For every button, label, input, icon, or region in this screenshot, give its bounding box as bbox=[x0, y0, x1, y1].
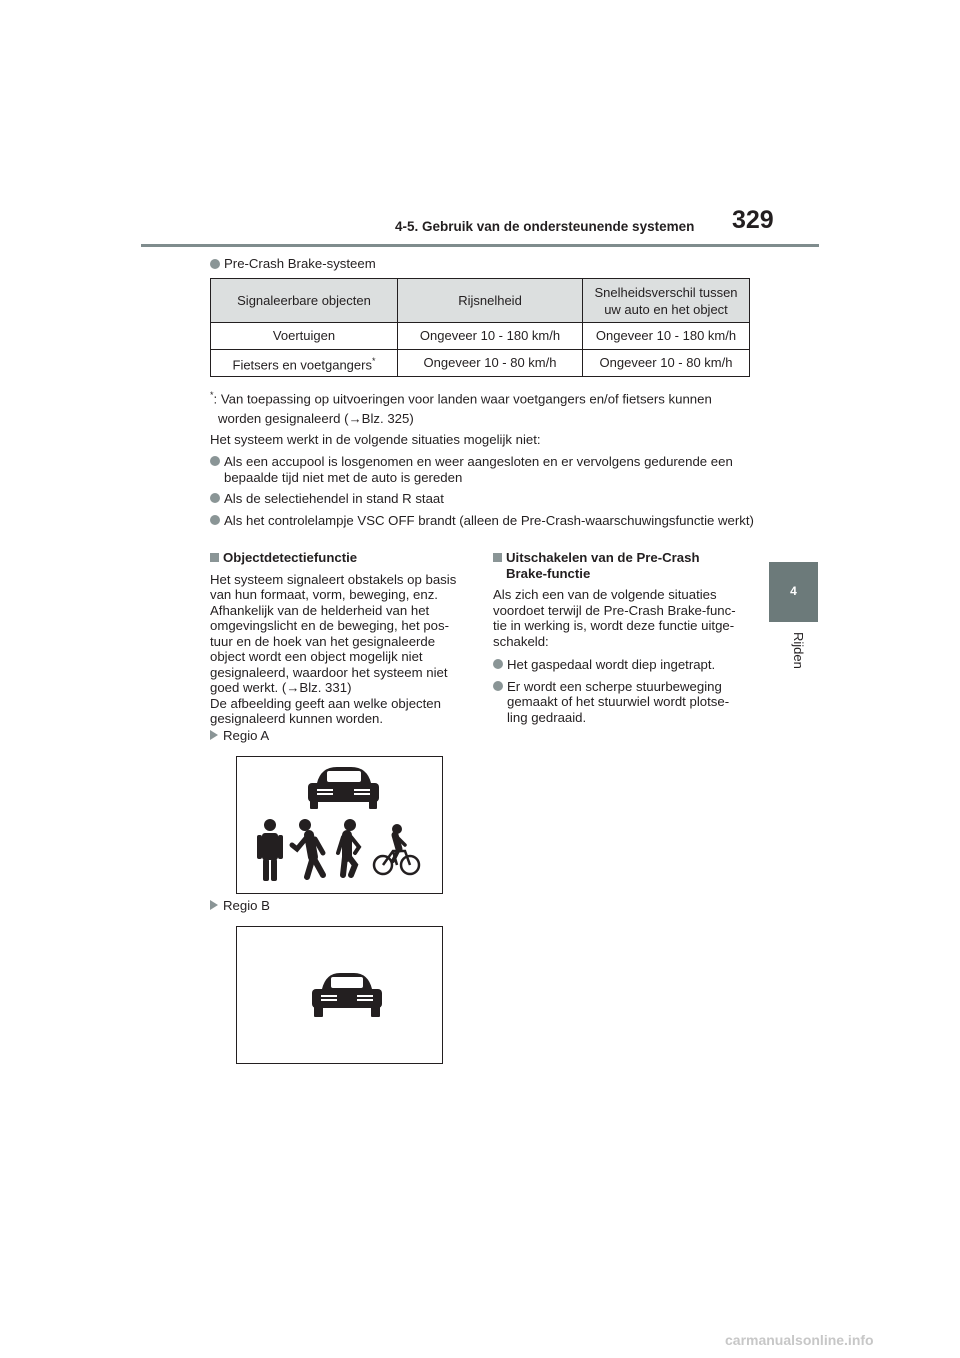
table-cell: Ongeveer 10 - 80 km/h bbox=[398, 350, 583, 377]
detection-table bbox=[210, 278, 750, 377]
region-b-figure bbox=[236, 926, 443, 1064]
region-a-label: Regio A bbox=[210, 728, 269, 744]
bullet-icon bbox=[493, 659, 503, 669]
table-header: Rijsnelheid bbox=[398, 279, 583, 323]
list-item: Het gaspedaal wordt diep ingetrapt. bbox=[493, 657, 758, 673]
section-body: Het systeem signaleert obstakels op basis van hun formaat, vorm, beweging, enz. Afhankelijk van de helderheid van het omgevingslicht en de beweging, het pos- tuur en de hoek van het gesignaleerde object wordt een object mogelijk niet gesignaleerd, waardoor het systeem niet goed werkt. (→Blz. 331) De afbeelding geeft aan welke objecten gesignaleerd kunnen worden. bbox=[210, 571, 457, 726]
region-a-figure bbox=[236, 756, 443, 894]
car-icon bbox=[312, 973, 382, 1017]
footnote-marker: * bbox=[371, 355, 376, 366]
square-bullet-icon bbox=[493, 553, 502, 562]
square-bullet-icon bbox=[210, 553, 219, 562]
triangle-bullet-icon bbox=[210, 900, 218, 910]
table-cell: Ongeveer 10 - 180 km/h bbox=[583, 323, 750, 350]
section-heading: Objectdetectiefunctie bbox=[223, 550, 358, 565]
table-row bbox=[211, 323, 750, 350]
table-row bbox=[211, 350, 750, 377]
conditions-list bbox=[210, 454, 755, 528]
table-cell: Voertuigen bbox=[211, 323, 398, 350]
page-number: 329 bbox=[732, 206, 774, 234]
bullet-icon bbox=[210, 259, 220, 269]
table-cell: Ongeveer 10 - 180 km/h bbox=[398, 323, 583, 350]
table-header: Signaleerbare objecten bbox=[211, 279, 398, 323]
section-title: 4-5. Gebruik van de ondersteunende systemen bbox=[395, 219, 695, 234]
table-header-row bbox=[211, 279, 750, 323]
list-item: Als het controlelampje VSC OFF brandt (alleen de Pre-Crash-waarschuwingsfunctie werkt) bbox=[210, 513, 755, 529]
object-detection-section bbox=[210, 550, 475, 727]
triangle-bullet-icon bbox=[210, 730, 218, 740]
chapter-number: 4 bbox=[790, 584, 797, 598]
list-item: Er wordt een scherpe stuurbeweging gemaakt of het stuurwiel wordt plotse- ling gedraaid. bbox=[493, 679, 758, 726]
table-cell: Ongeveer 10 - 80 km/h bbox=[583, 350, 750, 377]
watermark: carmanualsonline.info bbox=[725, 1332, 874, 1348]
car-icon bbox=[308, 767, 379, 809]
region-b-label: Regio B bbox=[210, 898, 270, 914]
table-header: Snelheidsverschil tussen uw auto en het object bbox=[583, 279, 750, 323]
intro-text: Het systeem werkt in de volgende situaties mogelijk niet: bbox=[210, 432, 541, 447]
section-body: Als zich een van de volgende situaties voordoet terwijl de Pre-Crash Brake-func- tie in werking is, wordt deze functie uitge- schakeld: bbox=[493, 587, 736, 649]
bullet-icon bbox=[210, 493, 220, 503]
pedestrian-standing-icon bbox=[257, 819, 283, 881]
bullet-icon bbox=[210, 456, 220, 466]
list-item: Als een accupool is losgenomen en weer aangesloten en er vervolgens gedurende een bepaalde tijd niet met de auto is gereden bbox=[210, 454, 755, 485]
cyclist-icon bbox=[374, 824, 419, 874]
header-rule bbox=[141, 244, 819, 247]
pedestrian-running-icon bbox=[338, 819, 359, 875]
bullet-icon bbox=[210, 515, 220, 525]
disable-function-section: Uitschakelen van de Pre-Crash Brake-functie Als zich een van de volgende situaties voordoet terwijl de Pre-Crash Brake-func- tie in werking is, wordt deze functie uitge- schakeld: Het gaspedaal wordt diep ingetrapt. Er wordt een scherpe stuurbeweging gemaakt of het stuurwiel wordt plotse- ling gedraaid. bbox=[493, 550, 758, 725]
list-item: Als de selectiehendel in stand R staat bbox=[210, 491, 755, 507]
pedestrian-walking-icon bbox=[292, 819, 323, 877]
table-cell: Fietsers en voetgangers* bbox=[211, 350, 398, 377]
chapter-label: Rijden bbox=[791, 632, 806, 669]
footnote: *: Van toepassing op uitvoeringen voor landen waar voetgangers en/of fietsers kunnen worden gesignaleerd (→Blz. 325) bbox=[210, 390, 712, 426]
pre-crash-heading: Pre-Crash Brake-systeem bbox=[210, 256, 376, 272]
section-heading: Uitschakelen van de Pre-Crash bbox=[506, 550, 700, 565]
bullet-icon bbox=[493, 681, 503, 691]
